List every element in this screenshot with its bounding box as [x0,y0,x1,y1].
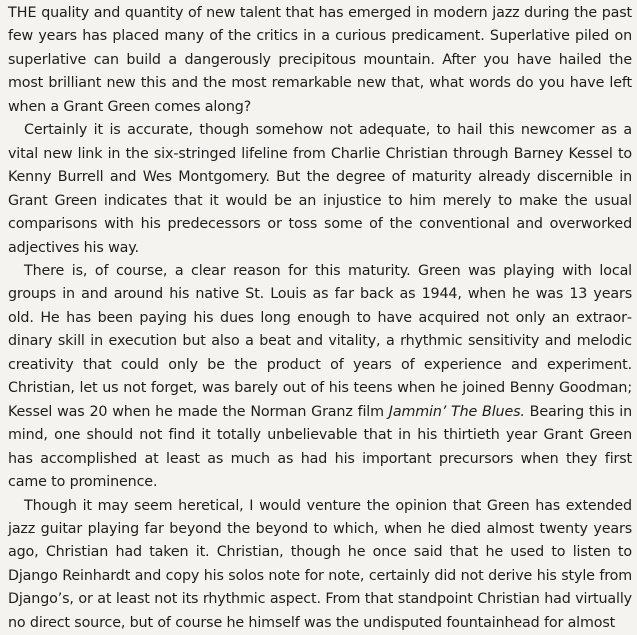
lead-word: THE [8,5,37,21]
paragraph-1-text: quality and quantity of new talent that has emerged in modern jazz during the past few years has placed many of the critics in a curious predicament. Superlative piled on superlative can build a dangerously precipitous mountain. After you have hailed the most brilliant new this and the most remarkable new that, what words do you have left when a Grant Green comes along? [8,5,632,115]
paragraph-2 [8,119,632,260]
paragraph-3 [8,260,632,495]
paragraph-1 [8,2,632,119]
liner-notes-article [8,0,632,635]
paragraph-3-text-after: Bearing this in mind, one should not find it totally unbelievable that in his thirtieth year Grant Green has accomplished at least as much as had his important precursors when they first came to prominence. [8,403,632,491]
film-title: Jammin’ The Blues. [388,403,525,420]
paragraph-2-text: Certainly it is accurate, though somehow not adequate, to hail this newcomer as a vital new link in the six-stringed lifeline from Charlie Christian through Barney Kessel to Kenny Burrell and Wes Montgomery. But the degree of maturity already discernible in Grant Green indicates that it would be an injustice to him merely to make the usual comparisons with his predecessors or toss some of the conventional and overworked adjectives his way. [8,122,632,256]
paragraph-4-text: Though it may seem heretical, I would venture the opinion that Green has extended jazz guitar playing far beyond the beyond to which, when he died almost twenty years ago, Christian had taken it. Christian, though he once said that he used to listen to Django Reinhardt and copy his solos note for note, certainly did not derive his style from Django’s, or at least not its rhythmic aspect. From that standpoint Christian had virtually no direct source, but of course he himself was the undisputed fountainhead for almost [8,497,632,631]
paragraph-3-text-before: There is, of course, a clear reason for this maturity. Green was playing with local groups in and around his native St. Louis as far back as 1944, when he was 13 years old. He has been paying his dues long enough to have acquired not only an extraordinary skill in execution but also a beat and vitality, a rhythmic sensitivity and melodic creativity that could only be the product of years of experience and experiment. Christian, let us not forget, was barely out of his teens when he joined Benny Goodman; Kessel was 20 when he made the Norman Granz film [8,262,632,420]
paragraph-4 [8,495,632,635]
